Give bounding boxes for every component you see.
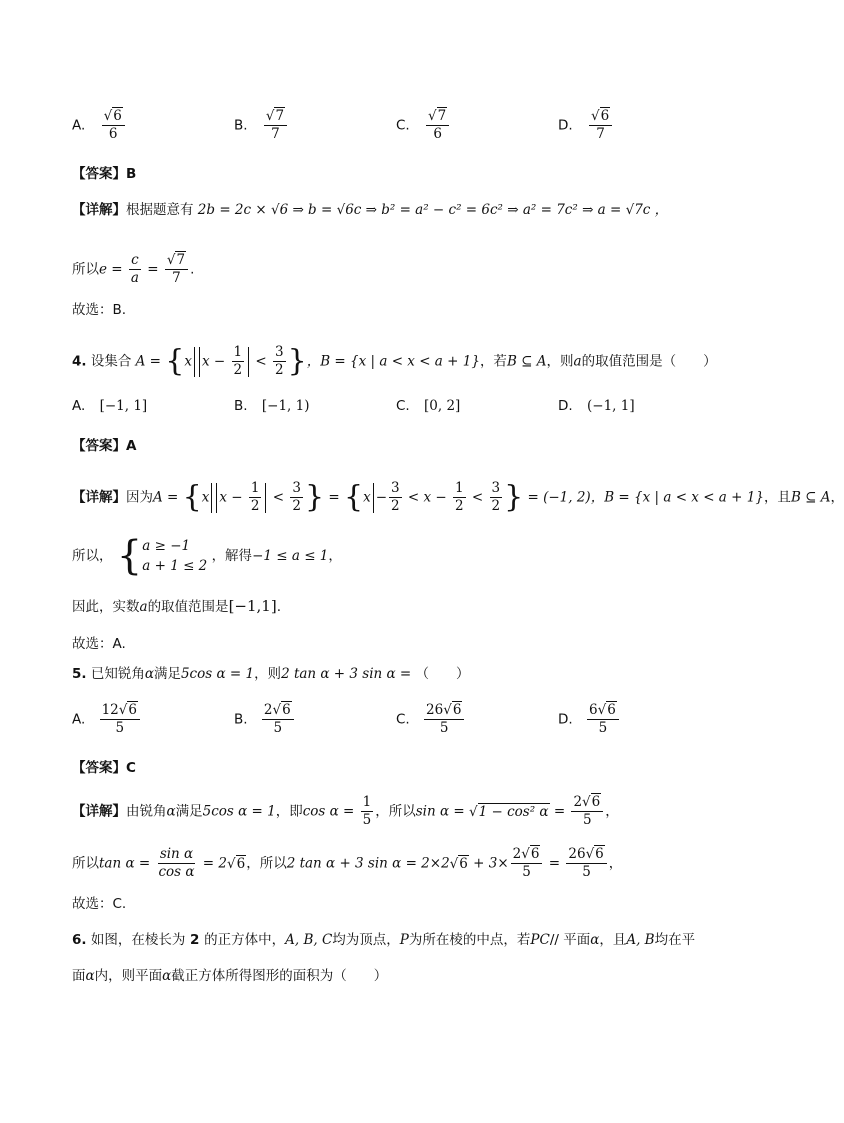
q4-detail: 【详解】因为A = {x x − $\frac{1}{2}$ < $\frac{3}{2}$ } = {x − $\frac{3}{2}$ < x − $\frac{1}{2}$ < $\frac{3}{2}$ } = (−1, 2)，B = {x | a < x < a + 1}，且B ⊆ A， [72,479,844,515]
fraction: $\frac{√6}{6}$ [102,108,125,143]
fraction: $\frac{26√6}{5}$ [424,702,464,737]
option-label: D. [558,117,573,134]
q4-system: 所以， { a ≥ −1 a + 1 ≤ 2 ，解得−1 ≤ a ≤ 1， [72,533,342,579]
fraction: $\frac{1}{2}$ [233,344,243,378]
q5-stem: 5. 已知锐角α满足5cos α = 1，则2 tan α + 3 sin α = （ ） [72,666,470,682]
q4-hence: 因此，实数a的取值范围是[−1,1]. [72,597,281,615]
fraction: $\frac{c}{a}$ [130,252,139,286]
q3-answer: 【答案】B [72,166,137,182]
q5-choose: 故选：C. [72,896,127,912]
q3-conclusion: 所以e = $\frac{c}{a}$ = $\frac{√7}{7}$ . [72,252,195,286]
case-system: { a ≥ −1 a + 1 ≤ 2 [116,533,208,579]
sqrt: √1 − cos² α [469,803,549,820]
q4-choose: 故选：A. [72,636,126,652]
q6-line2: 面α内，则平面α截正方体所得图形的面积为（ ） [72,968,388,984]
fraction: $\frac{2√6}{5}$ [571,794,603,829]
q6-line1: 6. 如图，在棱长为 2 的正方体中，A, B, C均为顶点，P为所在棱的中点，若PC// 平面α，且A, B均在平 [72,932,696,948]
fraction: $\frac{3}{2}$ [275,344,284,378]
q3-option-c [396,108,451,143]
q3-option-b [234,108,289,143]
q3-option-d [558,108,614,143]
option-label: C. [396,117,410,134]
fraction: $\frac{1}{2}$ [455,480,464,514]
fraction: $\frac{3}{2}$ [391,480,400,514]
fraction: $\frac{√7}{7}$ [264,108,287,143]
fraction: $\frac{6√6}{5}$ [587,702,619,737]
fraction: $\frac{1}{5}$ [362,794,372,828]
option-label: B. [234,117,248,134]
q5-line2: 所以tan α = $\frac{\text{sin α}}{\text{cos α}}$ = 2√6，所以2 tan α + 3 sin α = 2×2√6 + 3× $\frac{2√6}{5}$ = $\frac{26√6}{5}$ ， [72,846,623,880]
fraction: $\frac{\text{sin α}}{\text{cos α}}$ [158,846,195,880]
option-label: A. [72,117,86,134]
fraction: $\frac{√7}{7}$ [165,252,188,287]
q3-choose: 故选：B. [72,302,127,318]
fraction: $\frac{1}{2}$ [250,480,260,514]
q4-option-a: A. [−1, 1] [72,398,148,414]
fraction: $\frac{3}{2}$ [491,480,501,514]
fraction: $\frac{12√6}{5}$ [100,702,140,737]
fraction: $\frac{√7}{6}$ [426,108,449,143]
q4-option-b: B. [−1, 1) [234,398,310,414]
fraction: $\frac{√6}{7}$ [589,108,612,143]
fraction: $\frac{2√6}{5}$ [511,846,543,881]
q3-detail: 【详解】根据题意有 2b = 2c × √6 ⇒ b = √6c ⇒ b² = a² − c² = 6c² ⇒ a² = 7c² ⇒ a = √7c ， [72,202,669,218]
fraction: $\frac{26√6}{5}$ [566,846,606,881]
fraction: $\frac{2√6}{5}$ [262,702,294,737]
q4-answer: 【答案】A [72,438,137,454]
q3-option-a [72,108,127,143]
q5-option-c: C. $\frac{26√6}{5}$ [396,702,466,737]
fraction: $\frac{3}{2}$ [292,480,301,514]
q4-stem: 4. 设集合 A = {x x − $\frac{1}{2}$ < $\frac{3}{2}$ }，B = {x | a < x < a + 1}，若B ⊆ A，则a的取值范围是（ ） [72,343,717,379]
q4-option-d: D. (−1, 1] [558,398,635,414]
q5-option-d: D. $\frac{6√6}{5}$ [558,702,621,737]
q5-option-b: B. $\frac{2√6}{5}$ [234,702,296,737]
q4-option-c: C. [0, 2] [396,398,461,414]
q5-option-a: A. $\frac{12√6}{5}$ [72,702,142,737]
q5-answer: 【答案】C [72,760,136,776]
q5-detail: 【详解】由锐角α满足5cos α = 1，即cos α = $\frac{1}{5}$ ，所以sin α = √1 − cos² α = $\frac{2√6}{5}$ ， [72,794,619,828]
